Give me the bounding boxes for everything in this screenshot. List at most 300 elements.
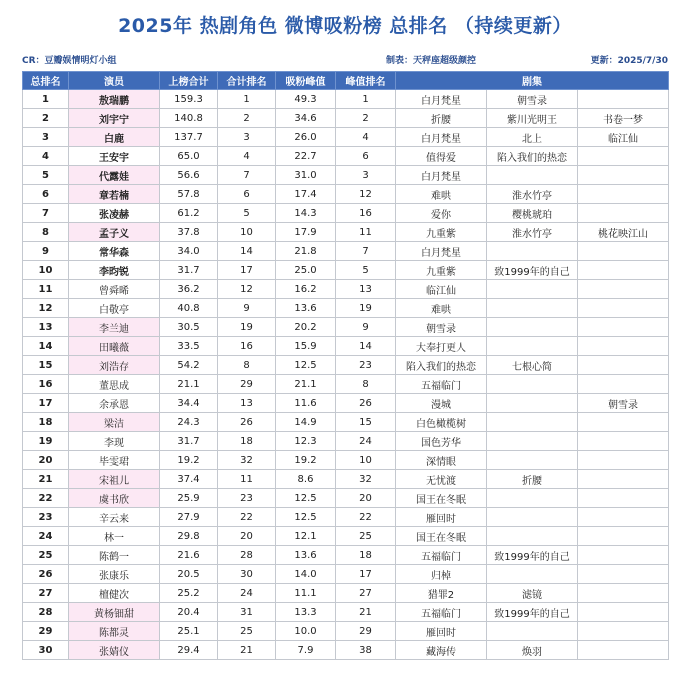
drama-cell: 爱你 [396, 204, 487, 223]
total-cell: 36.2 [160, 280, 218, 299]
drama-cell: 白月梵星 [396, 128, 487, 147]
drama-cell: 滤镜 [487, 584, 578, 603]
peak-cell: 13.3 [276, 603, 336, 622]
drama-cell [578, 204, 669, 223]
peak-cell: 21.8 [276, 242, 336, 261]
total-cell: 33.5 [160, 337, 218, 356]
total-cell: 137.7 [160, 128, 218, 147]
rank-cell: 13 [23, 318, 69, 337]
peak-cell: 17.9 [276, 223, 336, 242]
rank-cell: 1 [23, 90, 69, 109]
drama-cell: 白色橄榄树 [396, 413, 487, 432]
drama-cell: 桃花映江山 [578, 223, 669, 242]
total-cell: 29.4 [160, 641, 218, 660]
peak-cell: 12.1 [276, 527, 336, 546]
drama-cell [487, 337, 578, 356]
total-cell: 56.6 [160, 166, 218, 185]
peak-cell: 12.5 [276, 508, 336, 527]
drama-cell: 临江仙 [396, 280, 487, 299]
drama-cell [578, 356, 669, 375]
peak-cell: 21.1 [276, 375, 336, 394]
actor-cell: 林一 [69, 527, 160, 546]
peak-rank-cell: 20 [336, 489, 396, 508]
drama-cell [578, 584, 669, 603]
table-row [23, 584, 669, 603]
header-total-rank-sum: 合计排名 [218, 72, 276, 90]
total-cell: 31.7 [160, 432, 218, 451]
actor-cell: 陈都灵 [69, 622, 160, 641]
table-row [23, 261, 669, 280]
table-row [23, 432, 669, 451]
drama-cell [578, 470, 669, 489]
rank-cell: 16 [23, 375, 69, 394]
actor-cell: 黄杨钿甜 [69, 603, 160, 622]
peak-cell: 13.6 [276, 546, 336, 565]
drama-cell [487, 565, 578, 584]
rank-cell: 6 [23, 185, 69, 204]
rank-cell: 19 [23, 432, 69, 451]
table-row [23, 90, 669, 109]
drama-cell [578, 451, 669, 470]
drama-cell: 樱桃琥珀 [487, 204, 578, 223]
drama-cell: 北上 [487, 128, 578, 147]
peak-rank-cell: 14 [336, 337, 396, 356]
peak-rank-cell: 17 [336, 565, 396, 584]
actor-cell: 虞书欣 [69, 489, 160, 508]
table-row [23, 166, 669, 185]
actor-cell: 董思成 [69, 375, 160, 394]
actor-cell: 李现 [69, 432, 160, 451]
drama-cell: 五福临门 [396, 603, 487, 622]
total-rank-cell: 21 [218, 641, 276, 660]
total-rank-cell: 13 [218, 394, 276, 413]
drama-cell [487, 242, 578, 261]
table-row [23, 109, 669, 128]
peak-rank-cell: 9 [336, 318, 396, 337]
actor-cell: 陈鹤一 [69, 546, 160, 565]
total-cell: 37.4 [160, 470, 218, 489]
table-row [23, 394, 669, 413]
header-total: 上榜合计 [160, 72, 218, 90]
peak-rank-cell: 10 [336, 451, 396, 470]
drama-cell: 白月梵星 [396, 90, 487, 109]
updated-text: 更新：2025/7/30 [590, 56, 668, 66]
page-title: 2025年 热剧角色 微博吸粉榜 总排名 （持续更新） [118, 15, 572, 37]
total-cell: 34.4 [160, 394, 218, 413]
table-row [23, 603, 669, 622]
header-dramas: 剧集 [396, 72, 669, 90]
drama-cell [578, 622, 669, 641]
drama-cell [578, 90, 669, 109]
drama-cell [578, 432, 669, 451]
total-rank-cell: 2 [218, 109, 276, 128]
drama-cell: 七根心简 [487, 356, 578, 375]
total-rank-cell: 30 [218, 565, 276, 584]
drama-cell: 难哄 [396, 299, 487, 318]
drama-cell: 归棹 [396, 565, 487, 584]
drama-cell [487, 508, 578, 527]
peak-cell: 26.0 [276, 128, 336, 147]
table-row [23, 565, 669, 584]
actor-cell: 曾舜晞 [69, 280, 160, 299]
rank-cell: 18 [23, 413, 69, 432]
actor-cell: 常华森 [69, 242, 160, 261]
peak-cell: 14.3 [276, 204, 336, 223]
table-row [23, 546, 669, 565]
drama-cell [487, 527, 578, 546]
header-total-rank: 总排名 [23, 72, 69, 90]
drama-cell [578, 242, 669, 261]
actor-cell: 余承恩 [69, 394, 160, 413]
rank-cell: 7 [23, 204, 69, 223]
drama-cell: 国王在冬眠 [396, 489, 487, 508]
rank-cell: 2 [23, 109, 69, 128]
total-rank-cell: 6 [218, 185, 276, 204]
actor-cell: 刘浩存 [69, 356, 160, 375]
drama-cell [487, 166, 578, 185]
rank-cell: 20 [23, 451, 69, 470]
drama-cell [578, 413, 669, 432]
rank-cell: 11 [23, 280, 69, 299]
peak-cell: 12.5 [276, 489, 336, 508]
drama-cell: 朝雪录 [578, 394, 669, 413]
drama-cell: 陷入我们的热恋 [396, 356, 487, 375]
drama-cell: 五福临门 [396, 546, 487, 565]
actor-cell: 辛云来 [69, 508, 160, 527]
drama-cell [578, 641, 669, 660]
total-rank-cell: 10 [218, 223, 276, 242]
drama-cell: 九重紫 [396, 261, 487, 280]
table-row [23, 641, 669, 660]
peak-rank-cell: 32 [336, 470, 396, 489]
peak-cell: 12.3 [276, 432, 336, 451]
total-rank-cell: 5 [218, 204, 276, 223]
total-rank-cell: 25 [218, 622, 276, 641]
peak-rank-cell: 19 [336, 299, 396, 318]
peak-rank-cell: 21 [336, 603, 396, 622]
rank-cell: 25 [23, 546, 69, 565]
actor-cell: 白鹿 [69, 128, 160, 147]
drama-cell: 紫川光明王 [487, 109, 578, 128]
peak-cell: 14.0 [276, 565, 336, 584]
peak-rank-cell: 3 [336, 166, 396, 185]
total-rank-cell: 11 [218, 470, 276, 489]
drama-cell: 藏海传 [396, 641, 487, 660]
table-row [23, 185, 669, 204]
total-cell: 25.9 [160, 489, 218, 508]
peak-cell: 13.6 [276, 299, 336, 318]
rank-cell: 5 [23, 166, 69, 185]
rank-cell: 24 [23, 527, 69, 546]
rank-cell: 17 [23, 394, 69, 413]
table-row [23, 508, 669, 527]
rank-cell: 14 [23, 337, 69, 356]
actor-cell: 章若楠 [69, 185, 160, 204]
drama-cell [487, 280, 578, 299]
drama-cell [487, 432, 578, 451]
peak-rank-cell: 2 [336, 109, 396, 128]
total-rank-cell: 26 [218, 413, 276, 432]
drama-cell [487, 375, 578, 394]
rank-cell: 10 [23, 261, 69, 280]
drama-cell [578, 299, 669, 318]
drama-cell: 难哄 [396, 185, 487, 204]
peak-rank-cell: 5 [336, 261, 396, 280]
peak-cell: 25.0 [276, 261, 336, 280]
total-rank-cell: 20 [218, 527, 276, 546]
actor-cell: 毕雯珺 [69, 451, 160, 470]
table-row [23, 375, 669, 394]
total-rank-cell: 32 [218, 451, 276, 470]
peak-rank-cell: 13 [336, 280, 396, 299]
ranking-table [22, 71, 669, 660]
peak-rank-cell: 1 [336, 90, 396, 109]
table-row [23, 622, 669, 641]
drama-cell [578, 337, 669, 356]
drama-cell: 致1999年的自己 [487, 261, 578, 280]
drama-cell [578, 280, 669, 299]
drama-cell: 淮水竹亭 [487, 185, 578, 204]
total-rank-cell: 4 [218, 147, 276, 166]
drama-cell: 白月梵星 [396, 166, 487, 185]
peak-cell: 8.6 [276, 470, 336, 489]
drama-cell [578, 603, 669, 622]
table-row [23, 147, 669, 166]
total-cell: 27.9 [160, 508, 218, 527]
table-row [23, 337, 669, 356]
total-cell: 20.4 [160, 603, 218, 622]
peak-cell: 11.6 [276, 394, 336, 413]
rank-cell: 30 [23, 641, 69, 660]
rank-cell: 23 [23, 508, 69, 527]
rank-cell: 26 [23, 565, 69, 584]
drama-cell [487, 413, 578, 432]
total-rank-cell: 14 [218, 242, 276, 261]
actor-cell: 梁洁 [69, 413, 160, 432]
drama-cell: 国色芳华 [396, 432, 487, 451]
drama-cell: 漫城 [396, 394, 487, 413]
peak-rank-cell: 16 [336, 204, 396, 223]
total-cell: 21.1 [160, 375, 218, 394]
peak-rank-cell: 6 [336, 147, 396, 166]
drama-cell: 淮水竹亭 [487, 223, 578, 242]
drama-cell: 致1999年的自己 [487, 603, 578, 622]
peak-cell: 14.9 [276, 413, 336, 432]
rank-cell: 4 [23, 147, 69, 166]
credit-text: CR：豆瓣娱情明灯小组 [22, 56, 117, 66]
total-cell: 140.8 [160, 109, 218, 128]
peak-rank-cell: 15 [336, 413, 396, 432]
rank-cell: 3 [23, 128, 69, 147]
drama-cell: 临江仙 [578, 128, 669, 147]
drama-cell [578, 527, 669, 546]
drama-cell: 猎罪2 [396, 584, 487, 603]
rank-cell: 9 [23, 242, 69, 261]
drama-cell [578, 147, 669, 166]
peak-cell: 16.2 [276, 280, 336, 299]
rank-cell: 22 [23, 489, 69, 508]
total-cell: 159.3 [160, 90, 218, 109]
peak-cell: 17.4 [276, 185, 336, 204]
drama-cell: 大奉打更人 [396, 337, 487, 356]
table-row [23, 223, 669, 242]
total-cell: 29.8 [160, 527, 218, 546]
table-row [23, 242, 669, 261]
peak-rank-cell: 38 [336, 641, 396, 660]
drama-cell [578, 375, 669, 394]
total-rank-cell: 7 [218, 166, 276, 185]
peak-rank-cell: 29 [336, 622, 396, 641]
drama-cell [487, 489, 578, 508]
header-actor: 演员 [69, 72, 160, 90]
drama-cell: 陷入我们的热恋 [487, 147, 578, 166]
total-cell: 30.5 [160, 318, 218, 337]
drama-cell [578, 565, 669, 584]
table-row [23, 356, 669, 375]
actor-cell: 孟子义 [69, 223, 160, 242]
total-rank-cell: 29 [218, 375, 276, 394]
total-rank-cell: 16 [218, 337, 276, 356]
total-cell: 57.8 [160, 185, 218, 204]
actor-cell: 王安宇 [69, 147, 160, 166]
meta-bar [22, 53, 668, 67]
total-rank-cell: 31 [218, 603, 276, 622]
total-cell: 54.2 [160, 356, 218, 375]
table-row [23, 527, 669, 546]
actor-cell: 代露娃 [69, 166, 160, 185]
drama-cell: 朝雪录 [487, 90, 578, 109]
drama-cell [487, 394, 578, 413]
peak-rank-cell: 26 [336, 394, 396, 413]
peak-cell: 31.0 [276, 166, 336, 185]
drama-cell: 朝雪录 [396, 318, 487, 337]
table-row [23, 489, 669, 508]
actor-cell: 张康乐 [69, 565, 160, 584]
peak-rank-cell: 25 [336, 527, 396, 546]
table-row [23, 204, 669, 223]
total-cell: 34.0 [160, 242, 218, 261]
rank-cell: 29 [23, 622, 69, 641]
drama-cell [487, 318, 578, 337]
peak-rank-cell: 8 [336, 375, 396, 394]
peak-cell: 7.9 [276, 641, 336, 660]
rank-cell: 21 [23, 470, 69, 489]
peak-rank-cell: 22 [336, 508, 396, 527]
drama-cell [578, 261, 669, 280]
actor-cell: 宋祖儿 [69, 470, 160, 489]
maker-text: 制表：天秤座超级颜控 [386, 56, 477, 66]
actor-cell: 白敬亭 [69, 299, 160, 318]
drama-cell: 雁回时 [396, 622, 487, 641]
total-rank-cell: 23 [218, 489, 276, 508]
rank-cell: 8 [23, 223, 69, 242]
table-row [23, 299, 669, 318]
peak-rank-cell: 18 [336, 546, 396, 565]
total-rank-cell: 9 [218, 299, 276, 318]
rank-cell: 12 [23, 299, 69, 318]
drama-cell: 折腰 [396, 109, 487, 128]
total-cell: 61.2 [160, 204, 218, 223]
table-row [23, 128, 669, 147]
peak-cell: 49.3 [276, 90, 336, 109]
drama-cell: 书卷一梦 [578, 109, 669, 128]
header-peak: 吸粉峰值 [276, 72, 336, 90]
total-cell: 24.3 [160, 413, 218, 432]
total-rank-cell: 3 [218, 128, 276, 147]
peak-rank-cell: 4 [336, 128, 396, 147]
total-rank-cell: 18 [218, 432, 276, 451]
drama-cell [487, 622, 578, 641]
rank-cell: 15 [23, 356, 69, 375]
drama-cell [578, 185, 669, 204]
drama-cell: 值得爱 [396, 147, 487, 166]
actor-cell: 刘宇宁 [69, 109, 160, 128]
peak-cell: 22.7 [276, 147, 336, 166]
actor-cell: 李昀锐 [69, 261, 160, 280]
drama-cell: 九重紫 [396, 223, 487, 242]
table-header-row [23, 72, 669, 90]
total-rank-cell: 1 [218, 90, 276, 109]
peak-rank-cell: 12 [336, 185, 396, 204]
total-cell: 20.5 [160, 565, 218, 584]
drama-cell: 国王在冬眠 [396, 527, 487, 546]
total-cell: 21.6 [160, 546, 218, 565]
total-cell: 19.2 [160, 451, 218, 470]
peak-cell: 20.2 [276, 318, 336, 337]
table-row [23, 318, 669, 337]
rank-cell: 27 [23, 584, 69, 603]
drama-cell: 雁回时 [396, 508, 487, 527]
drama-cell: 无忧渡 [396, 470, 487, 489]
peak-rank-cell: 24 [336, 432, 396, 451]
rank-cell: 28 [23, 603, 69, 622]
peak-rank-cell: 27 [336, 584, 396, 603]
table-row [23, 280, 669, 299]
total-rank-cell: 22 [218, 508, 276, 527]
drama-cell [578, 508, 669, 527]
peak-rank-cell: 23 [336, 356, 396, 375]
table-row [23, 413, 669, 432]
peak-cell: 15.9 [276, 337, 336, 356]
total-cell: 31.7 [160, 261, 218, 280]
table-row [23, 470, 669, 489]
total-cell: 37.8 [160, 223, 218, 242]
total-cell: 25.1 [160, 622, 218, 641]
peak-cell: 19.2 [276, 451, 336, 470]
total-rank-cell: 12 [218, 280, 276, 299]
header-peak-rank: 峰值排名 [336, 72, 396, 90]
drama-cell [578, 166, 669, 185]
peak-cell: 34.6 [276, 109, 336, 128]
drama-cell [487, 299, 578, 318]
drama-cell [578, 489, 669, 508]
table-body [23, 90, 669, 660]
peak-cell: 12.5 [276, 356, 336, 375]
table-row [23, 451, 669, 470]
actor-cell: 檀健次 [69, 584, 160, 603]
drama-cell: 焕羽 [487, 641, 578, 660]
drama-cell: 白月梵星 [396, 242, 487, 261]
peak-rank-cell: 11 [336, 223, 396, 242]
total-rank-cell: 8 [218, 356, 276, 375]
actor-cell: 田曦薇 [69, 337, 160, 356]
total-cell: 40.8 [160, 299, 218, 318]
actor-cell: 李兰迪 [69, 318, 160, 337]
drama-cell [487, 451, 578, 470]
total-cell: 65.0 [160, 147, 218, 166]
total-rank-cell: 17 [218, 261, 276, 280]
drama-cell: 折腰 [487, 470, 578, 489]
